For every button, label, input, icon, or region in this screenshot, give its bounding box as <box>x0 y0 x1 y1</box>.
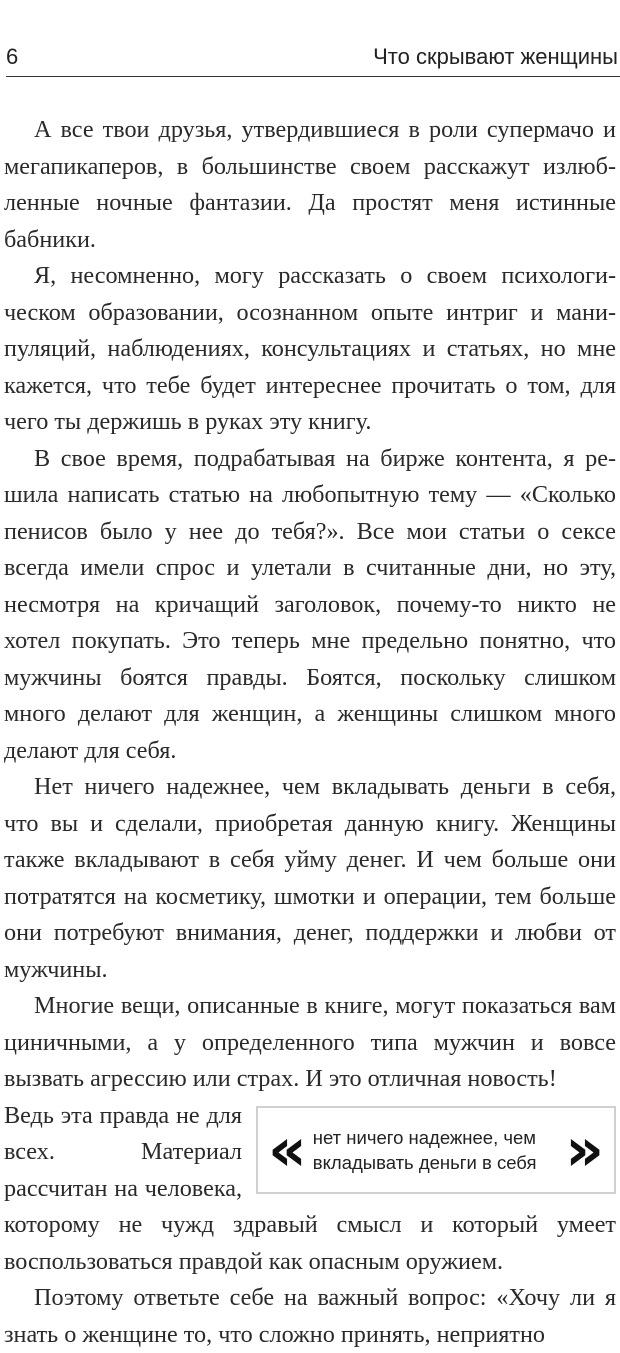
paragraph: А все твои друзья, утвердившиеся в роли супермачо и мегапикаперов, в большинстве своем расскажут излюбленные ночные фантазии. Да простят меня истинные бабники. <box>4 116 616 253</box>
running-header <box>6 44 620 74</box>
paragraph: Я, несомненно, могу рассказать о своем психологическом образовании, осознанном опыте интриг и манипуляций, наблюдениях, консультациях и статьях, но мне кажется, что тебе будет интереснее прочитать о том, для чего ты держишь в руках эту книгу. <box>4 262 616 435</box>
header-divider <box>6 76 620 77</box>
pull-quote-text: нет ничего надежнее, чем вкладывать деньги в себя <box>312 1126 537 1173</box>
open-quote-icon: « <box>268 1114 307 1185</box>
pull-quote <box>256 1106 616 1194</box>
body-text <box>4 112 616 1353</box>
page-number: 6 <box>6 44 19 69</box>
close-quote-icon: » <box>565 1114 604 1185</box>
paragraph: Ведь эта правда не для всех. Материал рассчитан на человека, которому не чужд здравый смысл и который умеет воспользоваться правдой как опасным оружием. <box>4 1101 616 1275</box>
paragraph: Многие вещи, описанные в книге, могут показаться вам циничными, а у определенного типа мужчин и вовсе вызвать агрессию или страх. И это отличная новость! <box>4 992 616 1092</box>
running-title: Что скрывают женщины <box>373 44 618 69</box>
paragraph: Нет ничего надежнее, чем вкладывать деньги в себя, что вы и сделали, приобретая данную книгу. Женщины также вкладывают в себя уйму денег. И чем больше они потратятся на косметику, шмотки и операции, тем больше они потребуют внимания, денег, поддержки и любви от мужчины. <box>4 773 616 983</box>
paragraph: В свое время, подрабатывая на бирже контента, я решила написать статью на любопытную тему — «Сколько пенисов было у нее до тебя?». Все мои статьи о сексе всегда имели спрос и улетали в считанные дни, но эту, несмотря на кричащий заголовок, почему-то никто не хотел покупать. Это теперь мне предельно понятно, что мужчины боятся правды. Боятся, поскольку слишком много делают для женщин, а женщины слишком много делают для себя. <box>4 444 616 764</box>
paragraph: Поэтому ответьте себе на важный вопрос: «Хочу ли я знать о женщине то, что сложно принять, неприятно <box>4 1284 616 1348</box>
